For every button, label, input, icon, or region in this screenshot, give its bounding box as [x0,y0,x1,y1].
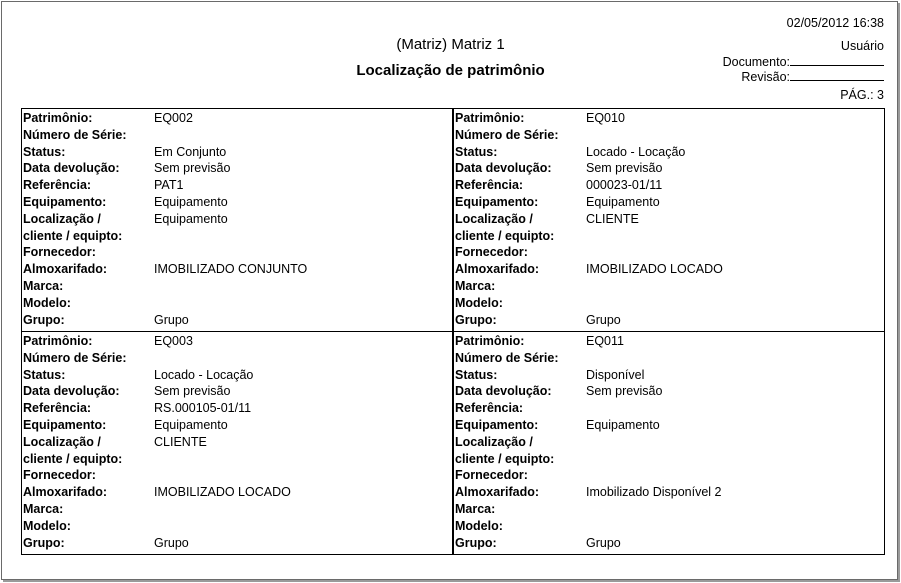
report-datetime: 02/05/2012 16:38 [786,16,884,30]
record-row-equipamento [21,194,441,211]
field-label: Grupo: [23,312,65,327]
field-value: Sem previsão [154,384,231,399]
document-label: Documento: [722,55,790,69]
field-label: Número de Série: [23,350,127,365]
field-value: IMOBILIZADO CONJUNTO [154,262,308,277]
field-label: Número de Série: [455,350,559,365]
record-row-fornecedor [453,467,873,484]
field-label: cliente / equipto: [23,451,123,466]
field-label: cliente / equipto: [455,451,555,466]
field-label: Patrimônio: [455,111,525,125]
field-label: Equipamento: [455,417,539,432]
record-row-grupo [21,535,441,552]
field-label: Almoxarifado: [23,262,108,277]
field-value: CLIENTE [586,211,639,226]
record-row-marca [453,501,873,518]
record-row-modelo [453,295,873,312]
field-label: Localização / [23,434,101,449]
field-value: RS.000105-01/11 [154,401,252,416]
field-value: PAT1 [154,178,184,193]
field-value: Grupo [586,535,621,550]
field-label: Referência: [455,401,524,416]
record-row-status [453,144,873,161]
field-label: Almoxarifado: [455,485,540,500]
record-row-referencia [453,400,873,417]
field-value: Equipamento [154,211,228,226]
field-label: cliente / equipto: [455,228,555,243]
field-value: Equipamento [154,417,228,432]
record-row-almoxarifado [21,484,441,501]
record-row-status [21,144,441,161]
field-label: Marca: [455,501,496,516]
field-value: EQ010 [586,111,625,125]
field-label: Localização / [455,211,533,226]
field-label: Modelo: [455,518,503,533]
record-row-referencia [453,177,873,194]
field-label: cliente / equipto: [23,228,123,243]
field-label: Número de Série: [455,127,559,142]
field-value: Grupo [154,312,189,327]
record-row-marca [453,278,873,295]
field-value: EQ002 [154,111,193,125]
record-row-data-devolucao [21,160,441,177]
field-value: Grupo [154,535,189,550]
field-label: Marca: [23,501,64,516]
field-value: Disponível [586,367,645,382]
field-label: Status: [455,367,498,382]
record-row-fornecedor [21,467,441,484]
field-value: Sem previsão [586,161,663,176]
record-row-almoxarifado [453,261,873,278]
field-label: Patrimônio: [23,334,93,348]
user-label: Usuário [840,39,884,53]
record-row-localizacao-1 [21,211,441,228]
record-row-equipamento [21,417,441,434]
field-label: Marca: [455,278,496,293]
field-label: Almoxarifado: [455,262,540,277]
field-label: Modelo: [23,295,71,310]
record-row-grupo [453,535,873,552]
record-row-patrimonio [21,110,441,127]
field-value: Equipamento [586,194,660,209]
field-value: Imobilizado Disponível 2 [586,485,722,500]
record-row-marca [21,278,441,295]
field-label: Status: [23,367,66,382]
record-row-modelo [21,518,441,535]
report-title: Localização de patrimônio [356,62,545,79]
record-row-modelo [453,518,873,535]
field-label: Referência: [455,178,524,193]
field-label: Data devolução: [23,161,120,176]
field-value: Sem previsão [586,384,663,399]
field-label: Grupo: [455,312,497,327]
record-row-fornecedor [21,244,441,261]
record-row-almoxarifado [453,484,873,501]
field-value: Equipamento [154,194,228,209]
record-row-patrimonio [453,333,873,350]
field-value: Sem previsão [154,161,231,176]
field-label: Modelo: [23,518,71,533]
record-row-localizacao-2 [453,451,873,468]
record-block [21,110,441,328]
field-value: Equipamento [586,417,660,432]
field-label: Data devolução: [455,161,552,176]
grid-horizontal-divider [21,331,885,332]
field-label: Fornecedor: [23,468,96,483]
field-label: Localização / [23,211,101,226]
field-value: EQ003 [154,334,193,348]
record-row-status [453,367,873,384]
field-value: Locado - Locação [154,367,254,382]
field-value: CLIENTE [154,434,207,449]
field-label: Grupo: [23,535,65,550]
record-block [453,110,873,328]
record-row-patrimonio [453,110,873,127]
field-label: Referência: [23,401,92,416]
field-label: Data devolução: [23,384,120,399]
record-row-modelo [21,295,441,312]
record-row-localizacao-2 [453,228,873,245]
record-block [21,333,441,551]
page-number: PÁG.: 3 [840,88,884,102]
field-label: Referência: [23,178,92,193]
record-block [453,333,873,551]
field-label: Equipamento: [23,417,107,432]
record-row-localizacao-2 [21,228,441,245]
field-label: Almoxarifado: [23,485,108,500]
company-name: (Matriz) Matriz 1 [396,36,505,53]
field-value: Em Conjunto [154,144,227,159]
field-value: IMOBILIZADO LOCADO [586,262,723,277]
field-value: EQ011 [586,334,624,348]
field-value: Grupo [586,312,621,327]
record-row-data-devolucao [453,160,873,177]
field-value: 000023-01/11 [586,178,663,193]
record-row-data-devolucao [453,383,873,400]
record-row-grupo [21,312,441,329]
field-label: Fornecedor: [455,468,528,483]
record-row-marca [21,501,441,518]
record-row-grupo [453,312,873,329]
field-label: Data devolução: [455,384,552,399]
record-row-status [21,367,441,384]
record-row-localizacao-1 [21,434,441,451]
field-label: Equipamento: [455,194,539,209]
record-row-localizacao-1 [453,211,873,228]
record-row-fornecedor [453,244,873,261]
field-label: Número de Série: [23,127,127,142]
field-value: Locado - Locação [586,144,686,159]
field-label: Patrimônio: [455,334,525,348]
record-row-referencia [21,177,441,194]
record-row-equipamento [453,417,873,434]
field-label: Fornecedor: [455,245,528,260]
record-row-numero-serie [453,127,873,144]
page-shadow-bottom [3,580,900,582]
field-label: Localização / [455,434,533,449]
page-shadow-right [898,3,900,582]
field-label: Modelo: [455,295,503,310]
record-row-numero-serie [21,127,441,144]
field-label: Patrimônio: [23,111,93,125]
record-row-referencia [21,400,441,417]
record-row-localizacao-2 [21,451,441,468]
revision-label: Revisão: [741,70,790,84]
field-label: Marca: [23,278,64,293]
field-label: Grupo: [455,535,497,550]
record-row-almoxarifado [21,261,441,278]
field-label: Fornecedor: [23,245,96,260]
record-row-numero-serie [21,350,441,367]
field-label: Equipamento: [23,194,107,209]
record-row-patrimonio [21,333,441,350]
field-value: IMOBILIZADO LOCADO [154,485,291,500]
record-row-equipamento [453,194,873,211]
record-row-data-devolucao [21,383,441,400]
field-label: Status: [23,144,66,159]
field-label: Status: [455,144,498,159]
record-row-localizacao-1 [453,434,873,451]
record-row-numero-serie [453,350,873,367]
